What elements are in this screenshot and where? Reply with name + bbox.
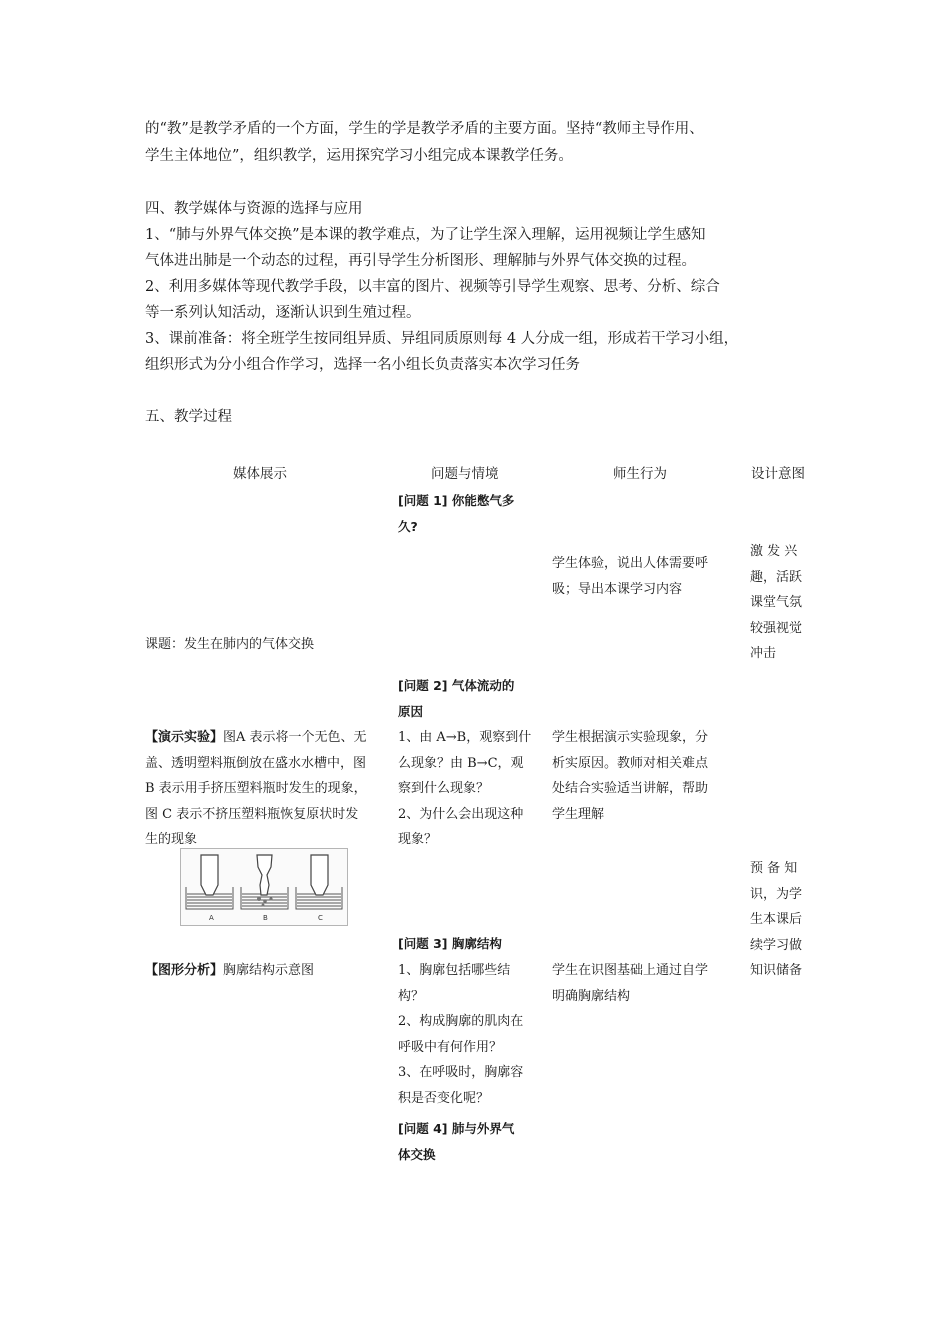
question-2-heading-line-2: 原因: [398, 703, 424, 719]
row-1-intent-line: 冲击: [750, 646, 777, 661]
row-2-intent-line: 预 备 知: [750, 861, 798, 876]
bottle-b-squeezed: [257, 855, 272, 895]
row-1-intent: [750, 539, 810, 667]
row-3-action: [552, 958, 742, 1009]
intro-line-2: 学生主体地位”，组织教学，运用探究学习小组完成本课教学任务。: [145, 148, 573, 164]
row-2-intent-line: 识，为学: [750, 886, 803, 902]
question-2-heading: [398, 673, 543, 724]
header-action: 师生行为: [613, 466, 667, 482]
bubble: [269, 897, 272, 900]
bottle-c: [311, 855, 328, 895]
section-4-item-2-line-1: 2、利用多媒体等现代教学手段，以丰富的图片、视频等引导学生观察、思考、分析、综合: [145, 279, 720, 295]
row-2-media-line-5: 生的现象: [145, 832, 198, 847]
row-2-action-line: 处结合实验适当讲解，帮助: [552, 781, 709, 796]
row-2-questions: [398, 725, 543, 853]
row-2-intent-line: 生本课后: [750, 912, 803, 927]
row-1-action: [552, 551, 742, 602]
intro-line-1: 的“教”是教学矛盾的一个方面，学生的学是教学矛盾的主要方面。坚持“教师主导作用、: [145, 121, 704, 137]
row-1-intent-line: 激 发 兴: [750, 544, 798, 559]
row-3-question-line: 积是否变化呢？: [398, 1090, 490, 1106]
row-2-media-line-2: 盖、透明塑料瓶倒放在盛水水槽中，图: [145, 755, 367, 771]
row-3-questions: [398, 958, 543, 1111]
row-2-question-line: 么现象？由 B→C，观: [398, 755, 524, 771]
bubble: [263, 899, 267, 903]
header-question: 问题与情境: [431, 466, 499, 482]
figure-label-a: A: [209, 914, 214, 922]
bubble: [257, 897, 261, 901]
row-2-media-line-3: B 表示用手挤压塑料瓶时发生的现象，: [145, 781, 367, 796]
section-4-title: 四、教学媒体与资源的选择与应用: [145, 201, 363, 217]
row-2-action-line: 析实原因。教师对相关难点: [552, 755, 709, 771]
question-1-heading-line-1: [问题 1] 你能憋气多: [398, 493, 515, 508]
figure-analysis-tag: 【图形分析】: [145, 963, 224, 978]
row-1-action-line-1: 学生体验，说出人体需要呼: [552, 556, 709, 571]
question-2-heading-line-1: [问题 2] 气体流动的: [398, 678, 515, 693]
row-2-media-line-1: [145, 725, 385, 751]
section-4-item-1-line-2: 气体进出肺是一个动态的过程，再引导学生分析图形、理解肺与外界气体交换的过程。: [145, 253, 696, 269]
row-3-action-line: 明确胸廓结构: [552, 988, 631, 1004]
row-2-media-text: 图A 表示将一个无色、无: [223, 730, 367, 745]
row-2-question-line: 1、由 A→B，观察到什: [398, 730, 532, 745]
question-4-heading-line-1: [问题 4] 肺与外界气: [398, 1121, 515, 1136]
row-2-question-line: 2、为什么会出现这种: [398, 806, 524, 822]
row-1-media: 课题：发生在肺内的气体交换: [145, 637, 315, 652]
row-3-question-line: 1、胸廓包括哪些结: [398, 963, 511, 978]
figure-label-c: C: [318, 914, 323, 922]
question-3-heading: [问题 3] 胸廓结构: [398, 936, 502, 951]
header-media: 媒体展示: [233, 466, 287, 482]
demo-experiment-tag: 【演示实验】: [145, 730, 224, 745]
row-1-action-line-2: 吸；导出本课学习内容: [552, 581, 683, 597]
question-4-heading-line-2: 体交换: [398, 1146, 436, 1162]
experiment-figure: [180, 848, 348, 926]
row-2-intent-line: 知识储备: [750, 963, 803, 978]
row-2-question-line: 察到什么现象？: [398, 781, 490, 796]
row-2-question-line: 现象？: [398, 832, 438, 847]
row-2-action-line: 学生理解: [552, 806, 605, 822]
row-3-action-line: 学生在识图基础上通过自学: [552, 963, 709, 978]
row-3-media-text: 胸廓结构示意图: [223, 963, 315, 978]
section-4-item-3-line-2: 组织形式为分小组合作学习，选择一名小组长负责落实本次学习任务: [145, 357, 580, 373]
row-1-intent-line: 课堂气氛: [750, 595, 803, 610]
row-2-intent-line: 续学习做: [750, 937, 803, 953]
row-3-media: [145, 958, 314, 984]
bubble: [262, 904, 265, 907]
section-4-item-1-line-1: 1、“肺与外界气体交换”是本课的教学难点，为了让学生深入理解，运用视频让学生感知: [145, 227, 706, 243]
question-1-heading: [398, 488, 543, 539]
row-3-question-line: 构？: [398, 988, 425, 1004]
row-3-question-line: 呼吸中有何作用？: [398, 1039, 503, 1055]
bottle-a: [201, 855, 218, 895]
figure-label-b: B: [263, 914, 268, 922]
row-2-media: [145, 725, 385, 853]
question-4-heading: [398, 1116, 543, 1167]
question-1-heading-line-2: 久?: [398, 518, 418, 534]
row-2-action: [552, 725, 742, 827]
row-2-action-line: 学生根据演示实验现象，分: [552, 730, 709, 745]
section-5-title: 五、教学过程: [145, 409, 232, 425]
row-1-intent-line: 较强视觉: [750, 620, 803, 636]
row-3-question-line: 2、构成胸廓的肌肉在: [398, 1014, 524, 1029]
section-4-item-2-line-2: 等一系列认知活动，逐渐认识到生殖过程。: [145, 305, 421, 321]
row-2-intent: [750, 856, 810, 984]
experiment-illustration: [181, 849, 347, 925]
row-1-intent-line: 趣，活跃: [750, 569, 803, 585]
row-2-media-line-4: 图 C 表示不挤压塑料瓶恢复原状时发: [145, 806, 359, 822]
section-4-item-3-line-1: 3、课前准备：将全班学生按同组异质、异组同质原则每 4 人分成一组，形成若干学习小组，: [145, 331, 739, 347]
row-3-question-line: 3、在呼吸时，胸廓容: [398, 1065, 524, 1080]
header-intent: 设计意图: [751, 466, 805, 482]
